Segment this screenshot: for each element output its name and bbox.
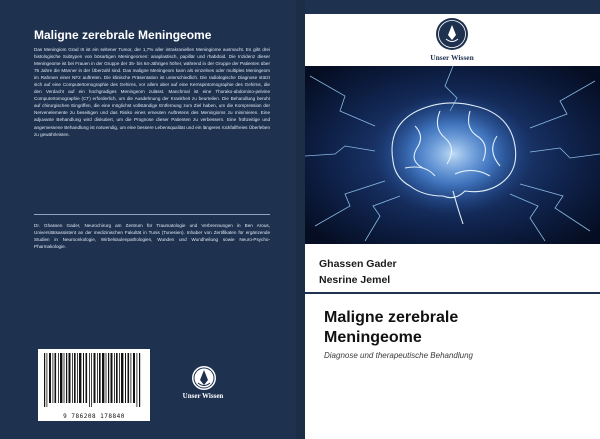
book-title xyxy=(324,308,458,348)
back-publisher-name: Unser Wissen xyxy=(182,392,224,400)
back-cover-divider xyxy=(34,214,270,215)
isbn-barcode xyxy=(38,349,150,421)
cover-brain-illustration xyxy=(305,66,600,244)
author-name: Ghassen Gader xyxy=(319,258,397,270)
front-cover xyxy=(305,0,600,439)
publisher-logo-icon xyxy=(435,17,469,51)
front-top-bar xyxy=(305,0,600,14)
spine xyxy=(296,0,305,439)
book-title-line: Meningeome xyxy=(324,329,422,346)
front-divider xyxy=(305,292,600,294)
back-cover-blurb: Das Meningiom Grad III ist ein seltener Tumor, der 1,7% aller intrakraniellen Meningiome ausmacht. Es gibt drei histologische Subtypen von bösartigen Meningeomen: anaplastisch, papillär und rhabdoid. Die Inzidenz dieser Meningeome ist bei Frauen in der Gruppe der 35- bis 64-Jährigen höher, während in der Gruppe der Patienten über 75 Jahre die Männer in der Überzahl sind. Das maligne Meningeom kann als einzelnes oder multiples Meningeom im Rahmen einer NF2 auftreten. Die klinische Präsentation ist unterschiedlich. Die radiologische Diagnose stützt sich auf eine Computertomographie des Gehirns, vor allem aber auf eine Kernspintomographie des Gehirns, die den Verdacht auf ein hochgradiges Meningeom zulässt. Manchmal ist eine Thorako-abdomino-pelvine Computertomographie (CT) erforderlich, um die Ausdehnung der Krankheit zu beurteilen. Die Behandlung beruht auf chirurgischen Eingriffen, die eine möglichst vollständige Entfernung zum Ziel haben, um die Kompression der Nervenelemente zu beseitigen und das Risiko eines erneuten Auftretens des Meningioms zu minimieren. Eine adjuvante Behandlung wird diskutiert, um die Prognose dieser Patienten zu verbessern. Eine frühzeitige und angemessene Behandlung ist notwendig, um eine bessere Lebensqualität und ein längeres rückfallfreies Überleben zu gewährleisten. xyxy=(34,47,270,137)
back-cover xyxy=(0,0,296,439)
isbn-digits: 9 786208 178840 xyxy=(63,413,125,420)
back-cover-title: Maligne zerebrale Meningeome xyxy=(34,28,212,42)
book-title-line: Maligne zerebrale xyxy=(324,309,459,326)
authors-block xyxy=(305,244,600,292)
brain-lightning-icon xyxy=(305,66,600,244)
book-subtitle: Diagnose und therapeutische Behandlung xyxy=(324,351,474,360)
author-bio: Dr. Ghassen Gader, Neurochirurg am Zentrum für Traumatologie und Verbrennungen in Ben Arous, Universitätsassistent an der medizinischen Fakultät in Tunis (Tunesien). Inhaber von Zertifikaten für ergänzende Studien in Neuroonkologie, Wirbelsäulenpathologien, Wunden und Wundheilung sowie Neuro-Psycho-Pharmakologie. xyxy=(34,223,270,250)
front-publisher-name: Unser Wissen xyxy=(430,53,474,62)
author-name: Nesrine Jemel xyxy=(319,274,391,286)
barcode-icon xyxy=(38,349,150,411)
